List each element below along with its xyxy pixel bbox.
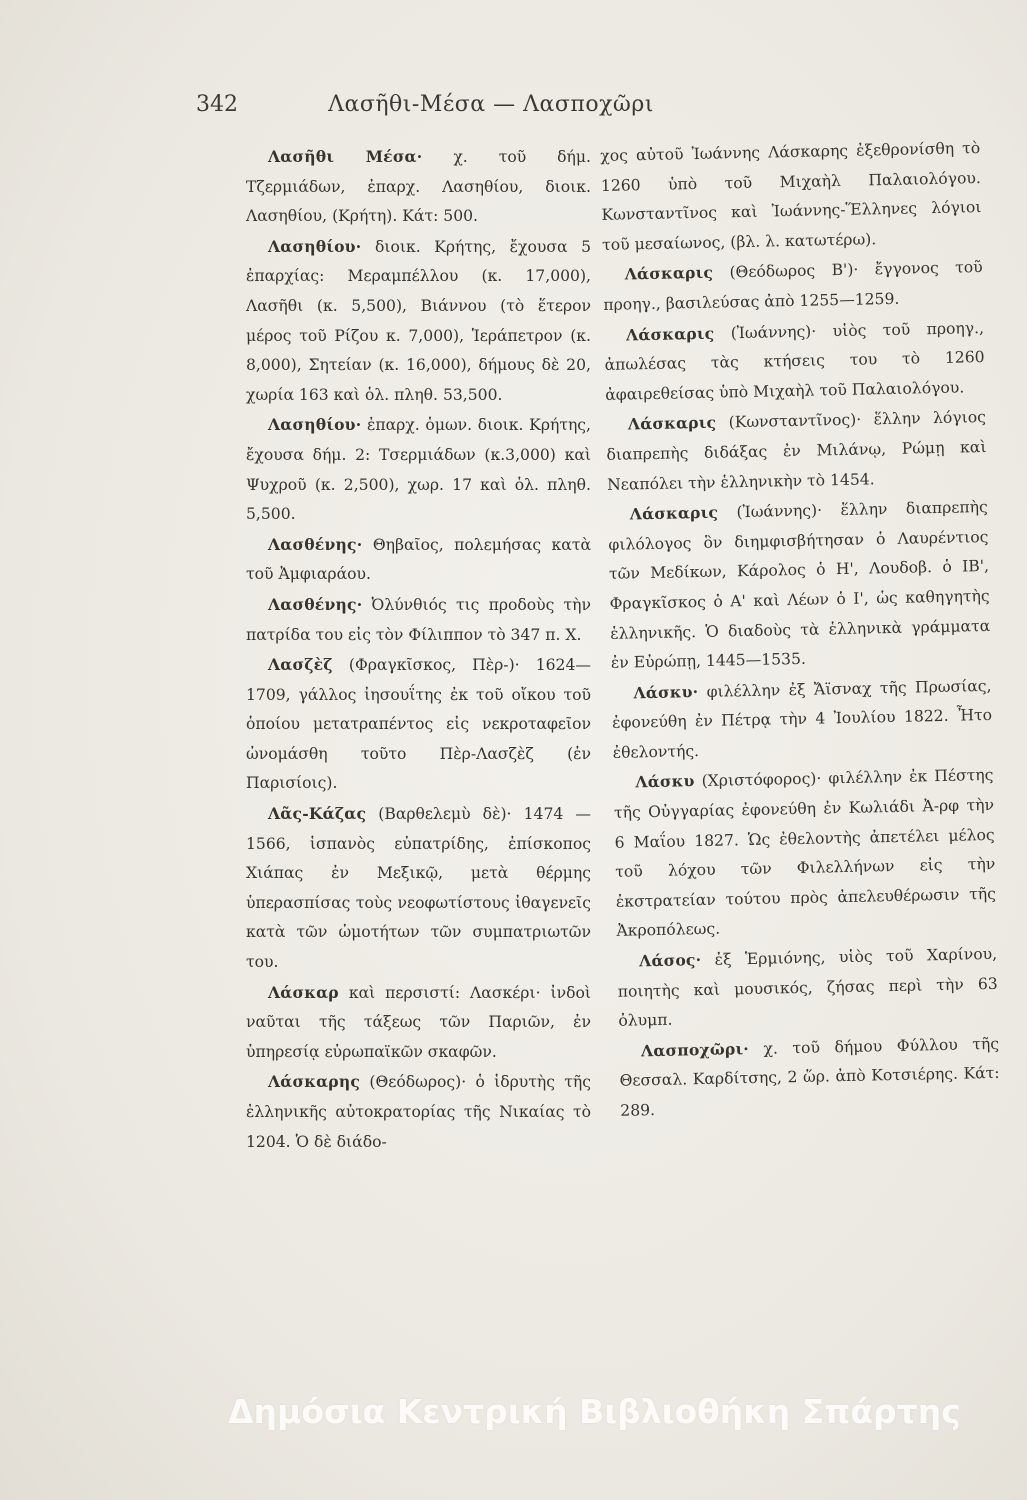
entry-text: ἐξ Ἑρμιόνης, υἱὸς τοῦ Χαρίνου, ποιητὴς καὶ μουσικός, ζήσας περὶ τὴν 63 ὀλυμπ. [617, 944, 998, 1031]
entry-headword: Λάσκαρις [627, 412, 717, 434]
entry-headword: Λασζὲζ [268, 655, 333, 675]
dictionary-entry [608, 492, 992, 678]
dictionary-entry [600, 134, 982, 260]
entry-text: (Κωνσταντῖνος)· ἕλλην λόγιος διαπρεπὴς διδάξας ἐν Μιλάνῳ, Ρώμῃ καὶ Νεαπόλει τὴν ἑλληνικὴν τὸ 1454. [606, 408, 987, 494]
entry-text: Ὀλύνθιός τις προδοὺς τὴν πατρίδα του εἰς τὸν Φίλιππον τὸ 347 π. Χ. [246, 595, 591, 644]
entry-headword: Λᾶς-Κάζας [268, 804, 367, 824]
left-column [246, 142, 591, 1157]
dictionary-entry [611, 671, 993, 769]
entry-headword: Λάσκαρ [268, 982, 339, 1002]
entry-headword: Λάσος· [638, 950, 702, 971]
dictionary-entry [246, 530, 591, 590]
dictionary-entry [617, 939, 999, 1037]
entry-text: φιλέλλην ἐξ Ἄϊσναχ τῆς Πρωσίας, ἐφονεύθη ἐν Πέτρᾳ τὴν 4 Ἰουλίου 1822. Ἦτο ἐθελοντής. [611, 676, 993, 762]
entry-headword: Λασθένης· [268, 594, 363, 614]
entry-headword: Λασθένης· [268, 534, 363, 554]
entry-text: (Θεόδωρος)· ὁ ἱδρυτὴς τῆς ἑλληνικῆς αὐτοκρατορίας τῆς Νικαίας τὸ 1204. Ὁ δὲ διάδο- [246, 1073, 591, 1151]
entry-headword: Λασποχῶρι· [640, 1038, 750, 1061]
entry-text: χ. τοῦ δήμ. Τζερμιάδων, ἐπαρχ. Λασηθίου, διοικ. Λασηθίου, (Κρήτη). Κάτ: 500. [246, 148, 591, 226]
library-watermark: Δημόσια Κεντρική Βιβλιοθήκη Σπάρτης [228, 1392, 961, 1431]
page-number: 342 [196, 92, 238, 117]
entry-text: χ. τοῦ δήμου Φύλλου τῆς Θεσσαλ. Καρδίτσης, 2 ὥρ. ἀπὸ Κοτσιέρης. Κάτ: 289. [619, 1034, 1000, 1120]
dictionary-entry [613, 760, 997, 946]
entry-headword: Λάσκαρις [625, 323, 715, 345]
entry-headword: Λασῆθι Μέσα· [268, 147, 423, 166]
entry-headword: Λασηθίου· [268, 415, 362, 435]
entry-headword: Λάσκαρις [624, 263, 714, 284]
dictionary-entry [606, 402, 988, 500]
entry-headword: Λάσκυ· [633, 681, 699, 703]
dictionary-entry [246, 799, 591, 978]
dictionary-entry [246, 1067, 591, 1157]
entry-text: χος αὐτοῦ Ἰωάννης Λάσκαρης ἐξεθρονίσθη τὸ 1260 ὑπὸ τοῦ Μιχαὴλ Παλαιολόγου. Κωνσταντῖνος καὶ Ἰωάννης-Ἕλληνες λόγιοι τοῦ μεσαίωνος, (βλ. λ. κατωτέρω). [600, 139, 982, 254]
entry-headword: Λάσκυ [635, 771, 695, 792]
entry-text: ἐπαρχ. ὁμων. διοικ. Κρήτης, ἔχουσα δήμ. 2: Τσερμιάδων (κ.3,000) καὶ Ψυχροῦ (κ. 2,500), χωρ. 17 καὶ ὁλ. πληθ. 5,500. [246, 416, 591, 524]
entry-text: (Ἰωάννης)· ἕλλην διαπρεπὴς φιλόλογος ὃν διημφισβήτησαν ὁ Λαυρέντιος τῶν Μεδίκων, Κάρολος ὁ Η', Λουδοβ. ὁ ΙΒ', Φραγκῖσκος ὁ Α' καὶ Λέων ὁ Ι', ὡς καθηγητὴς ἑλληνικῆς. Ὁ διαδοὺς τὰ ἑλληνικὰ γράμματα ἐν Εὐρώπῃ, 1445—1535. [608, 498, 991, 672]
entry-text: (Βαρθελεμὺ δὲ)· 1474 — 1566, ἱσπανὸς εὐπατρίδης, ἐπίσκοπος Χιάπας ἐν Μεξικῷ, μετὰ θέρμης ὑπερασπίσας τοὺς νεοφωτίστους ἰθαγενεῖς κατὰ τῶν ὠμοτήτων τῶν συμπατριωτῶν του. [246, 805, 591, 972]
dictionary-entry [246, 978, 591, 1068]
entry-text: διοικ. Κρήτης, ἔχουσα 5 ἐπαρχίας: Μεραμπέλλου (κ. 17,000), Λασῆθι (κ. 5,500), Βιάννου (τὸ ἕτερον μέρος τοῦ Ρίζου κ. 7,000), Ἱεράπετρον (κ. 8,000), Σητείαν (κ. 16,000), δήμους δὲ 20, χωρία 163 καὶ ὁλ. πληθ. 53,500. [246, 237, 591, 404]
entry-text: καὶ περσιστί: Λασκέρι· ἰνδοὶ ναῦται τῆς τάξεως τῶν Παριῶν, ἐν ὑπηρεσίᾳ εὐρωπαϊκῶν σκαφῶν. [246, 983, 591, 1061]
entry-text: (Φραγκῖσκος, Πὲρ-)· 1624—1709, γάλλος ἰησουΐτης ἐκ τοῦ οἴκου τοῦ ὁποίου μετατραπέντος εἰς νεκροταφεῖον ὠνομάσθη τοῦτο Πὲρ-Λασζὲζ (ἐν Παρισίοις). [246, 656, 591, 793]
dictionary-entry [246, 232, 591, 411]
entry-text: (Ἰωάννης)· υἱὸς τοῦ προηγ., ἀπωλέσας τὰς κτήσεις του τὸ 1260 ἀφαιρεθείσας ὑπὸ Μιχαὴλ τοῦ Παλαιολόγου. [604, 318, 985, 404]
running-head: Λασῆθι-Μέσα — Λασποχῶρι [328, 92, 654, 117]
dictionary-entry [246, 650, 591, 799]
entry-headword: Λασηθίου· [268, 236, 362, 256]
right-column [600, 134, 1001, 1126]
entry-headword: Λάσκαρης [268, 1072, 361, 1092]
page-header [196, 92, 786, 126]
dictionary-entry [602, 252, 983, 320]
dictionary-entry [619, 1029, 1001, 1127]
entry-text: Θηβαῖος, πολεμήσας κατὰ τοῦ Ἀμφιαράου. [246, 535, 591, 584]
dictionary-entry [604, 313, 986, 411]
entry-headword: Λάσκαρις [629, 502, 719, 524]
entry-text: (Χριστόφορος)· φιλέλλην ἐκ Πέστης τῆς Οὐγγαρίας ἐφονεύθη ἐν Κωλιάδι Ἀ-ρφ τὴν 6 Μαΐου 1827. Ὡς ἐθελοντὴς ἀπετέλει μέλος τοῦ λόχου τῶν Φιλελλήνων εἰς τὴν ἐκστρατείαν τούτου πρὸς ἀπελευθέρωσιν τῆς Ἀκροπόλεως. [613, 766, 997, 941]
dictionary-entry [246, 410, 591, 529]
dictionary-entry [246, 590, 591, 650]
dictionary-entry [246, 142, 591, 232]
entry-text: (Θεόδωρος Β')· ἔγγονος τοῦ προηγ., βασιλεύσας ἀπὸ 1255—1259. [603, 258, 983, 314]
